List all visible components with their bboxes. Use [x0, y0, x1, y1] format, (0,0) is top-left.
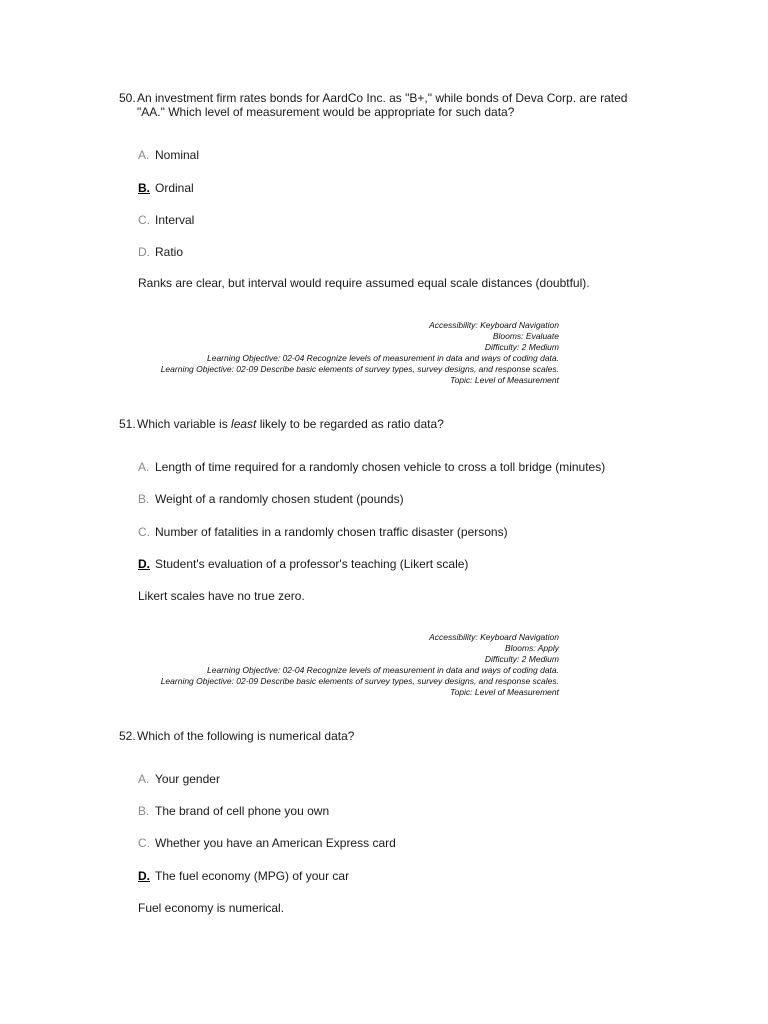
option-letter: B. [138, 492, 150, 506]
correct-option-letter: D. [138, 557, 150, 571]
metadata-difficulty: Difficulty: 2 Medium [484, 342, 559, 352]
correct-option-letter: D. [138, 869, 150, 883]
explanation: Likert scales have no true zero. [138, 589, 305, 603]
question-text: Which variable is [137, 417, 232, 431]
option-text: The brand of cell phone you own [155, 804, 330, 818]
option-b [138, 492, 404, 506]
option-d [138, 245, 183, 259]
question-text-line: An investment firm rates bonds for AardCo Inc. as "B+," while bonds of Deva Corp. are rated [137, 91, 628, 105]
metadata-topic: Topic: Level of Measurement [450, 687, 559, 697]
option-text: Your gender [155, 772, 220, 786]
metadata-blooms: Blooms: Evaluate [492, 331, 559, 341]
option-text: Student's evaluation of a professor's teaching (Likert scale) [155, 557, 469, 571]
metadata-learning-objective: Learning Objective: 02-09 Describe basic elements of survey types, survey designs, and response scales. [160, 676, 559, 686]
option-text: Ordinal [155, 181, 194, 195]
option-c [138, 525, 508, 539]
metadata-accessibility: Accessibility: Keyboard Navigation [429, 320, 559, 330]
question-number: 51. [119, 417, 136, 431]
question-text: Which of the following is numerical data? [137, 729, 355, 743]
option-letter: B. [138, 804, 150, 818]
option-d [138, 869, 349, 883]
option-text: Interval [155, 213, 195, 227]
option-d [138, 557, 468, 571]
metadata-topic: Topic: Level of Measurement [450, 375, 559, 385]
option-a [138, 148, 199, 162]
option-text: Number of fatalities in a randomly chosen traffic disaster (persons) [155, 525, 508, 539]
option-text: The fuel economy (MPG) of your car [155, 869, 350, 883]
metadata-learning-objective: Learning Objective: 02-04 Recognize levels of measurement in data and ways of coding data. [206, 665, 559, 675]
question-stem [119, 417, 639, 431]
option-letter: D. [138, 245, 150, 259]
metadata-learning-objective: Learning Objective: 02-09 Describe basic elements of survey types, survey designs, and response scales. [160, 364, 559, 374]
option-text: Whether you have an American Express card [155, 836, 396, 850]
question-text-emphasis: least [231, 417, 257, 431]
option-c [138, 836, 396, 850]
option-letter: A. [138, 148, 150, 162]
option-b [138, 181, 194, 195]
option-b [138, 804, 329, 818]
explanation: Fuel economy is numerical. [138, 901, 285, 915]
question-number: 50. [119, 91, 136, 105]
option-text: Ratio [155, 245, 184, 259]
question-number: 52. [119, 729, 136, 743]
option-text: Weight of a randomly chosen student (pounds) [155, 492, 404, 506]
option-letter: C. [138, 213, 150, 227]
option-text: Nominal [155, 148, 200, 162]
option-a [138, 772, 220, 786]
option-c [138, 213, 194, 227]
question-metadata [99, 632, 559, 698]
option-letter: C. [138, 836, 150, 850]
option-text: Length of time required for a randomly chosen vehicle to cross a toll bridge (minutes) [155, 460, 606, 474]
question-stem [119, 729, 639, 743]
option-a [138, 460, 605, 474]
question-stem [119, 91, 639, 119]
explanation: Ranks are clear, but interval would require assumed equal scale distances (doubtful). [138, 276, 590, 290]
metadata-learning-objective: Learning Objective: 02-04 Recognize levels of measurement in data and ways of coding data. [206, 353, 559, 363]
question-text-line: "AA." Which level of measurement would be appropriate for such data? [137, 105, 515, 119]
question-text: likely to be regarded as ratio data? [256, 417, 444, 431]
metadata-blooms: Blooms: Apply [504, 643, 559, 653]
correct-option-letter: B. [138, 181, 150, 195]
option-letter: C. [138, 525, 150, 539]
option-letter: A. [138, 460, 150, 474]
metadata-accessibility: Accessibility: Keyboard Navigation [429, 632, 559, 642]
question-metadata [99, 320, 559, 386]
metadata-difficulty: Difficulty: 2 Medium [484, 654, 559, 664]
option-letter: A. [138, 772, 150, 786]
